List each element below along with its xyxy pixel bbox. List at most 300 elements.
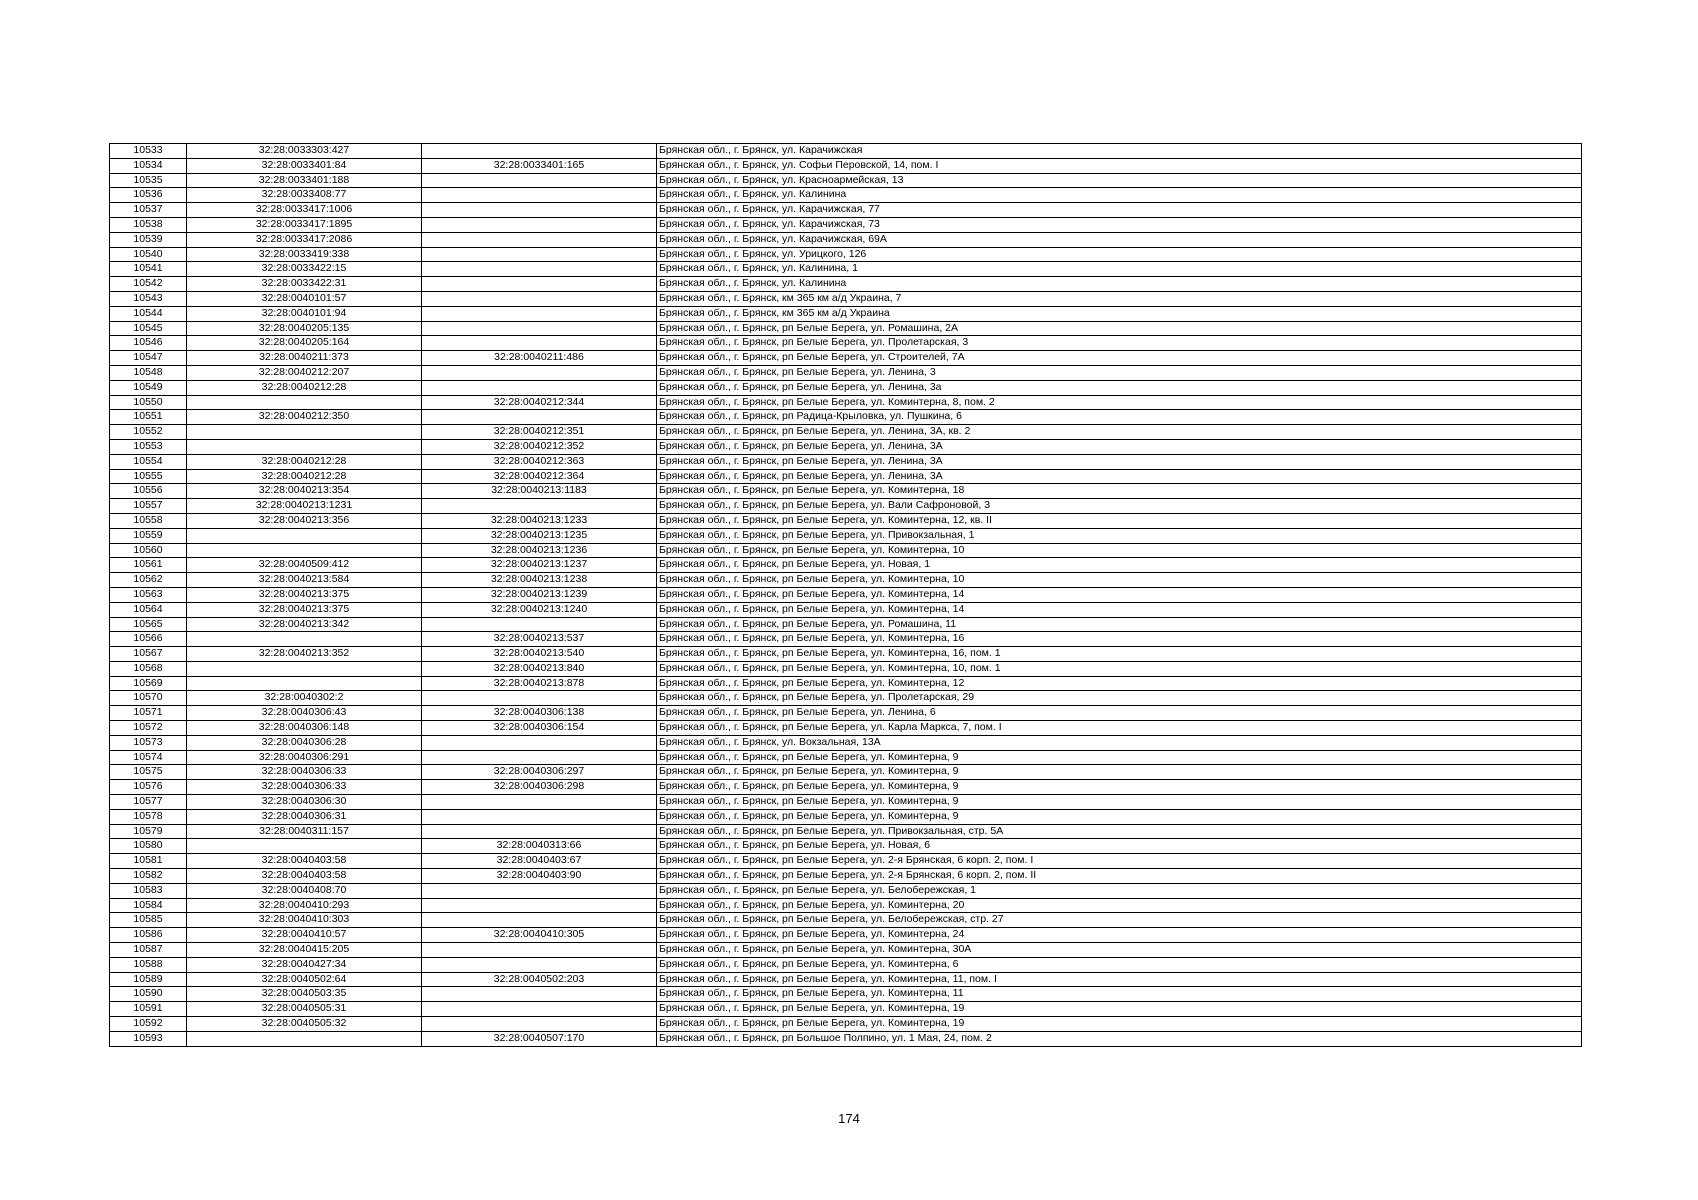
building-cadastral-number-cell (422, 913, 657, 928)
row-number-cell: 10578 (110, 809, 187, 824)
address-cell: Брянская обл., г. Брянск, ул. Карачижская (657, 144, 1582, 159)
row-number-cell: 10593 (110, 1031, 187, 1046)
land-cadastral-number-cell: 32:28:0040410:303 (187, 913, 422, 928)
table-row (110, 617, 1582, 632)
address-cell: Брянская обл., г. Брянск, рп Белые Берега, ул. Привокзальная, 1 (657, 528, 1582, 543)
address-cell: Брянская обл., г. Брянск, рп Белые Берега, ул. Ленина, 3 (657, 365, 1582, 380)
land-cadastral-number-cell (187, 839, 422, 854)
land-cadastral-number-cell: 32:28:0040306:33 (187, 765, 422, 780)
land-cadastral-number-cell: 32:28:0040408:70 (187, 883, 422, 898)
building-cadastral-number-cell (422, 617, 657, 632)
building-cadastral-number-cell (422, 1017, 657, 1032)
table-row (110, 499, 1582, 514)
table-row (110, 987, 1582, 1002)
row-number-cell: 10559 (110, 528, 187, 543)
land-cadastral-number-cell: 32:28:0040306:291 (187, 750, 422, 765)
address-cell: Брянская обл., г. Брянск, ул. Калинина, 1 (657, 262, 1582, 277)
building-cadastral-number-cell (422, 336, 657, 351)
address-cell: Брянская обл., г. Брянск, рп Белые Берега, ул. Ромашина, 11 (657, 617, 1582, 632)
row-number-cell: 10547 (110, 351, 187, 366)
row-number-cell: 10556 (110, 484, 187, 499)
building-cadastral-number-cell (422, 144, 657, 159)
row-number-cell: 10573 (110, 735, 187, 750)
land-cadastral-number-cell (187, 395, 422, 410)
building-cadastral-number-cell: 32:28:0040213:1235 (422, 528, 657, 543)
land-cadastral-number-cell: 32:28:0033303:427 (187, 144, 422, 159)
row-number-cell: 10544 (110, 306, 187, 321)
table-row (110, 602, 1582, 617)
address-cell: Брянская обл., г. Брянск, км 365 км а/д Украина, 7 (657, 291, 1582, 306)
land-cadastral-number-cell: 32:28:0033422:15 (187, 262, 422, 277)
address-cell: Брянская обл., г. Брянск, рп Белые Берега, ул. Коминтерна, 11 (657, 987, 1582, 1002)
address-cell: Брянская обл., г. Брянск, рп Белые Берега, ул. 2-я Брянская, 6 корп. 2, пом. I (657, 854, 1582, 869)
row-number-cell: 10567 (110, 647, 187, 662)
row-number-cell: 10546 (110, 336, 187, 351)
row-number-cell: 10585 (110, 913, 187, 928)
row-number-cell: 10572 (110, 721, 187, 736)
building-cadastral-number-cell (422, 173, 657, 188)
address-cell: Брянская обл., г. Брянск, рп Белые Берега, ул. Коминтерна, 12 (657, 676, 1582, 691)
table-row (110, 721, 1582, 736)
table-row (110, 395, 1582, 410)
table-row (110, 262, 1582, 277)
address-cell: Брянская обл., г. Брянск, рп Белые Берега, ул. Привокзальная, стр. 5А (657, 824, 1582, 839)
table-row (110, 809, 1582, 824)
row-number-cell: 10591 (110, 1002, 187, 1017)
building-cadastral-number-cell: 32:28:0040502:203 (422, 972, 657, 987)
registry-table (109, 143, 1582, 1047)
building-cadastral-number-cell: 32:28:0040507:170 (422, 1031, 657, 1046)
building-cadastral-number-cell: 32:28:0040212:363 (422, 454, 657, 469)
row-number-cell: 10586 (110, 928, 187, 943)
table-row (110, 144, 1582, 159)
building-cadastral-number-cell: 32:28:0040213:540 (422, 647, 657, 662)
building-cadastral-number-cell: 32:28:0033401:165 (422, 158, 657, 173)
table-row (110, 972, 1582, 987)
table-row (110, 735, 1582, 750)
building-cadastral-number-cell (422, 277, 657, 292)
row-number-cell: 10588 (110, 957, 187, 972)
address-cell: Брянская обл., г. Брянск, ул. Урицкого, 126 (657, 247, 1582, 262)
address-cell: Брянская обл., г. Брянск, рп Белые Берега, ул. Новая, 6 (657, 839, 1582, 854)
row-number-cell: 10548 (110, 365, 187, 380)
table-row (110, 691, 1582, 706)
row-number-cell: 10539 (110, 232, 187, 247)
land-cadastral-number-cell: 32:28:0040213:1231 (187, 499, 422, 514)
land-cadastral-number-cell: 32:28:0040306:43 (187, 706, 422, 721)
table-row (110, 277, 1582, 292)
address-cell: Брянская обл., г. Брянск, ул. Калинина (657, 277, 1582, 292)
address-cell: Брянская обл., г. Брянск, рп Белые Берега, ул. Коминтерна, 9 (657, 795, 1582, 810)
row-number-cell: 10537 (110, 203, 187, 218)
building-cadastral-number-cell (422, 691, 657, 706)
building-cadastral-number-cell: 32:28:0040313:66 (422, 839, 657, 854)
table-row (110, 928, 1582, 943)
building-cadastral-number-cell (422, 217, 657, 232)
land-cadastral-number-cell: 32:28:0040101:94 (187, 306, 422, 321)
address-cell: Брянская обл., г. Брянск, рп Белые Берега, ул. Ленина, 3А (657, 469, 1582, 484)
land-cadastral-number-cell: 32:28:0040212:350 (187, 410, 422, 425)
building-cadastral-number-cell: 32:28:0040212:344 (422, 395, 657, 410)
land-cadastral-number-cell: 32:28:0040311:157 (187, 824, 422, 839)
building-cadastral-number-cell: 32:28:0040213:878 (422, 676, 657, 691)
land-cadastral-number-cell: 32:28:0040213:352 (187, 647, 422, 662)
building-cadastral-number-cell: 32:28:0040306:297 (422, 765, 657, 780)
land-cadastral-number-cell (187, 1031, 422, 1046)
address-cell: Брянская обл., г. Брянск, рп Белые Берега, ул. Коминтерна, 9 (657, 809, 1582, 824)
address-cell: Брянская обл., г. Брянск, рп Белые Берега, ул. Вали Сафроновой, 3 (657, 499, 1582, 514)
row-number-cell: 10540 (110, 247, 187, 262)
address-cell: Брянская обл., г. Брянск, рп Белые Берега, ул. Белобережская, стр. 27 (657, 913, 1582, 928)
building-cadastral-number-cell (422, 735, 657, 750)
table-row (110, 957, 1582, 972)
table-row (110, 439, 1582, 454)
building-cadastral-number-cell: 32:28:0040213:1238 (422, 573, 657, 588)
table-row (110, 217, 1582, 232)
building-cadastral-number-cell: 32:28:0040212:351 (422, 425, 657, 440)
building-cadastral-number-cell (422, 262, 657, 277)
building-cadastral-number-cell (422, 824, 657, 839)
building-cadastral-number-cell (422, 291, 657, 306)
land-cadastral-number-cell (187, 439, 422, 454)
table-row (110, 513, 1582, 528)
address-cell: Брянская обл., г. Брянск, ул. Карачижская, 69А (657, 232, 1582, 247)
table-row (110, 661, 1582, 676)
address-cell: Брянская обл., г. Брянск, рп Белые Берега, ул. Коминтерна, 9 (657, 765, 1582, 780)
building-cadastral-number-cell: 32:28:0040213:1240 (422, 602, 657, 617)
row-number-cell: 10541 (110, 262, 187, 277)
address-cell: Брянская обл., г. Брянск, рп Белые Берега, ул. Коминтерна, 19 (657, 1002, 1582, 1017)
land-cadastral-number-cell: 32:28:0040503:35 (187, 987, 422, 1002)
building-cadastral-number-cell: 32:28:0040213:840 (422, 661, 657, 676)
row-number-cell: 10565 (110, 617, 187, 632)
land-cadastral-number-cell: 32:28:0033422:31 (187, 277, 422, 292)
building-cadastral-number-cell: 32:28:0040211:486 (422, 351, 657, 366)
address-cell: Брянская обл., г. Брянск, рп Радица-Крыловка, ул. Пушкина, 6 (657, 410, 1582, 425)
row-number-cell: 10568 (110, 661, 187, 676)
address-cell: Брянская обл., г. Брянск, рп Белые Берега, ул. Коминтерна, 8, пом. 2 (657, 395, 1582, 410)
table-row (110, 188, 1582, 203)
building-cadastral-number-cell (422, 203, 657, 218)
building-cadastral-number-cell (422, 306, 657, 321)
address-cell: Брянская обл., г. Брянск, рп Белые Берега, ул. Ромашина, 2А (657, 321, 1582, 336)
address-cell: Брянская обл., г. Брянск, рп Белые Берега, ул. Ленина, 3а (657, 380, 1582, 395)
row-number-cell: 10558 (110, 513, 187, 528)
table-row (110, 380, 1582, 395)
row-number-cell: 10571 (110, 706, 187, 721)
address-cell: Брянская обл., г. Брянск, рп Белые Берега, ул. Коминтерна, 9 (657, 750, 1582, 765)
row-number-cell: 10562 (110, 573, 187, 588)
row-number-cell: 10534 (110, 158, 187, 173)
row-number-cell: 10583 (110, 883, 187, 898)
land-cadastral-number-cell: 32:28:0040211:373 (187, 351, 422, 366)
building-cadastral-number-cell (422, 499, 657, 514)
table-row (110, 676, 1582, 691)
address-cell: Брянская обл., г. Брянск, рп Белые Берега, ул. Коминтерна, 6 (657, 957, 1582, 972)
address-cell: Брянская обл., г. Брянск, рп Белые Берега, ул. Карла Маркса, 7, пом. I (657, 721, 1582, 736)
building-cadastral-number-cell: 32:28:0040306:298 (422, 780, 657, 795)
land-cadastral-number-cell: 32:28:0040213:356 (187, 513, 422, 528)
building-cadastral-number-cell: 32:28:0040213:1183 (422, 484, 657, 499)
land-cadastral-number-cell (187, 632, 422, 647)
table-row (110, 247, 1582, 262)
row-number-cell: 10582 (110, 869, 187, 884)
building-cadastral-number-cell (422, 957, 657, 972)
building-cadastral-number-cell: 32:28:0040403:90 (422, 869, 657, 884)
table-row (110, 543, 1582, 558)
land-cadastral-number-cell: 32:28:0040427:34 (187, 957, 422, 972)
registry-table-body (110, 144, 1582, 1047)
address-cell: Брянская обл., г. Брянск, рп Белые Берега, ул. 2-я Брянская, 6 корп. 2, пом. II (657, 869, 1582, 884)
building-cadastral-number-cell: 32:28:0040213:1236 (422, 543, 657, 558)
table-row (110, 306, 1582, 321)
table-row (110, 795, 1582, 810)
address-cell: Брянская обл., г. Брянск, рп Белые Берега, ул. Коминтерна, 30А (657, 943, 1582, 958)
address-cell: Брянская обл., г. Брянск, рп Белые Берега, ул. Ленина, 3А (657, 454, 1582, 469)
address-cell: Брянская обл., г. Брянск, ул. Вокзальная, 13А (657, 735, 1582, 750)
row-number-cell: 10552 (110, 425, 187, 440)
table-row (110, 839, 1582, 854)
land-cadastral-number-cell (187, 543, 422, 558)
land-cadastral-number-cell: 32:28:0033417:1006 (187, 203, 422, 218)
building-cadastral-number-cell (422, 232, 657, 247)
row-number-cell: 10569 (110, 676, 187, 691)
table-row (110, 336, 1582, 351)
land-cadastral-number-cell: 32:28:0040410:293 (187, 898, 422, 913)
land-cadastral-number-cell: 32:28:0040213:375 (187, 587, 422, 602)
address-cell: Брянская обл., г. Брянск, рп Белые Берега, ул. Пролетарская, 29 (657, 691, 1582, 706)
building-cadastral-number-cell (422, 321, 657, 336)
land-cadastral-number-cell: 32:28:0033419:338 (187, 247, 422, 262)
table-row (110, 1031, 1582, 1046)
land-cadastral-number-cell: 32:28:0040502:64 (187, 972, 422, 987)
row-number-cell: 10550 (110, 395, 187, 410)
address-cell: Брянская обл., г. Брянск, рп Белые Берега, ул. Новая, 1 (657, 558, 1582, 573)
land-cadastral-number-cell: 32:28:0040505:32 (187, 1017, 422, 1032)
address-cell: Брянская обл., г. Брянск, рп Белые Берега, ул. Ленина, 3А, кв. 2 (657, 425, 1582, 440)
row-number-cell: 10538 (110, 217, 187, 232)
building-cadastral-number-cell (422, 365, 657, 380)
building-cadastral-number-cell: 32:28:0040212:364 (422, 469, 657, 484)
building-cadastral-number-cell: 32:28:0040213:1239 (422, 587, 657, 602)
land-cadastral-number-cell: 32:28:0040213:342 (187, 617, 422, 632)
land-cadastral-number-cell: 32:28:0040101:57 (187, 291, 422, 306)
table-row (110, 913, 1582, 928)
table-row (110, 632, 1582, 647)
address-cell: Брянская обл., г. Брянск, рп Белые Берега, ул. Коминтерна, 16 (657, 632, 1582, 647)
building-cadastral-number-cell: 32:28:0040212:352 (422, 439, 657, 454)
table-row (110, 824, 1582, 839)
address-cell: Брянская обл., г. Брянск, рп Белые Берега, ул. Коминтерна, 14 (657, 587, 1582, 602)
building-cadastral-number-cell (422, 898, 657, 913)
address-cell: Брянская обл., г. Брянск, рп Белые Берега, ул. Коминтерна, 24 (657, 928, 1582, 943)
land-cadastral-number-cell: 32:28:0033401:84 (187, 158, 422, 173)
address-cell: Брянская обл., г. Брянск, ул. Красноармейская, 13 (657, 173, 1582, 188)
table-row (110, 484, 1582, 499)
table-row (110, 898, 1582, 913)
land-cadastral-number-cell: 32:28:0040213:584 (187, 573, 422, 588)
table-row (110, 869, 1582, 884)
land-cadastral-number-cell: 32:28:0040306:33 (187, 780, 422, 795)
land-cadastral-number-cell: 32:28:0040505:31 (187, 1002, 422, 1017)
table-row (110, 706, 1582, 721)
address-cell: Брянская обл., г. Брянск, рп Белые Берега, ул. Коминтерна, 20 (657, 898, 1582, 913)
table-row (110, 1017, 1582, 1032)
row-number-cell: 10584 (110, 898, 187, 913)
row-number-cell: 10554 (110, 454, 187, 469)
land-cadastral-number-cell: 32:28:0040415:205 (187, 943, 422, 958)
row-number-cell: 10575 (110, 765, 187, 780)
building-cadastral-number-cell (422, 943, 657, 958)
address-cell: Брянская обл., г. Брянск, рп Белые Берега, ул. Белобережская, 1 (657, 883, 1582, 898)
address-cell: Брянская обл., г. Брянск, ул. Калинина (657, 188, 1582, 203)
land-cadastral-number-cell (187, 676, 422, 691)
table-row (110, 647, 1582, 662)
table-row (110, 291, 1582, 306)
address-cell: Брянская обл., г. Брянск, рп Белые Берега, ул. Коминтерна, 14 (657, 602, 1582, 617)
building-cadastral-number-cell (422, 1002, 657, 1017)
table-row (110, 765, 1582, 780)
row-number-cell: 10576 (110, 780, 187, 795)
row-number-cell: 10560 (110, 543, 187, 558)
land-cadastral-number-cell: 32:28:0040302:2 (187, 691, 422, 706)
row-number-cell: 10536 (110, 188, 187, 203)
table-row (110, 587, 1582, 602)
row-number-cell: 10566 (110, 632, 187, 647)
land-cadastral-number-cell (187, 425, 422, 440)
address-cell: Брянская обл., г. Брянск, рп Белые Берега, ул. Пролетарская, 3 (657, 336, 1582, 351)
land-cadastral-number-cell: 32:28:0040213:375 (187, 602, 422, 617)
table-row (110, 573, 1582, 588)
building-cadastral-number-cell: 32:28:0040306:138 (422, 706, 657, 721)
land-cadastral-number-cell: 32:28:0033408:77 (187, 188, 422, 203)
row-number-cell: 10581 (110, 854, 187, 869)
row-number-cell: 10570 (110, 691, 187, 706)
row-number-cell: 10557 (110, 499, 187, 514)
address-cell: Брянская обл., г. Брянск, рп Белые Берега, ул. Коминтерна, 12, кв. II (657, 513, 1582, 528)
land-cadastral-number-cell: 32:28:0040410:57 (187, 928, 422, 943)
row-number-cell: 10590 (110, 987, 187, 1002)
address-cell: Брянская обл., г. Брянск, рп Белые Берега, ул. Строителей, 7А (657, 351, 1582, 366)
land-cadastral-number-cell: 32:28:0033417:1895 (187, 217, 422, 232)
land-cadastral-number-cell: 32:28:0040212:28 (187, 454, 422, 469)
land-cadastral-number-cell: 32:28:0033417:2086 (187, 232, 422, 247)
land-cadastral-number-cell: 32:28:0033401:188 (187, 173, 422, 188)
table-row (110, 321, 1582, 336)
row-number-cell: 10551 (110, 410, 187, 425)
address-cell: Брянская обл., г. Брянск, км 365 км а/д Украина (657, 306, 1582, 321)
table-row (110, 883, 1582, 898)
row-number-cell: 10555 (110, 469, 187, 484)
land-cadastral-number-cell: 32:28:0040306:30 (187, 795, 422, 810)
building-cadastral-number-cell: 32:28:0040306:154 (422, 721, 657, 736)
land-cadastral-number-cell: 32:28:0040212:28 (187, 380, 422, 395)
row-number-cell: 10589 (110, 972, 187, 987)
row-number-cell: 10587 (110, 943, 187, 958)
building-cadastral-number-cell (422, 883, 657, 898)
row-number-cell: 10577 (110, 795, 187, 810)
address-cell: Брянская обл., г. Брянск, рп Белые Берега, ул. Коминтерна, 16, пом. 1 (657, 647, 1582, 662)
row-number-cell: 10564 (110, 602, 187, 617)
land-cadastral-number-cell: 32:28:0040213:354 (187, 484, 422, 499)
row-number-cell: 10553 (110, 439, 187, 454)
building-cadastral-number-cell (422, 247, 657, 262)
table-row (110, 173, 1582, 188)
table-row (110, 351, 1582, 366)
address-cell: Брянская обл., г. Брянск, рп Белые Берега, ул. Коминтерна, 18 (657, 484, 1582, 499)
land-cadastral-number-cell: 32:28:0040205:164 (187, 336, 422, 351)
row-number-cell: 10592 (110, 1017, 187, 1032)
address-cell: Брянская обл., г. Брянск, рп Белые Берега, ул. Ленина, 3А (657, 439, 1582, 454)
row-number-cell: 10545 (110, 321, 187, 336)
land-cadastral-number-cell: 32:28:0040403:58 (187, 869, 422, 884)
row-number-cell: 10549 (110, 380, 187, 395)
land-cadastral-number-cell: 32:28:0040212:28 (187, 469, 422, 484)
address-cell: Брянская обл., г. Брянск, рп Белые Берега, ул. Коминтерна, 10 (657, 543, 1582, 558)
land-cadastral-number-cell: 32:28:0040212:207 (187, 365, 422, 380)
row-number-cell: 10580 (110, 839, 187, 854)
land-cadastral-number-cell (187, 661, 422, 676)
address-cell: Брянская обл., г. Брянск, ул. Карачижская, 77 (657, 203, 1582, 218)
building-cadastral-number-cell (422, 795, 657, 810)
table-row (110, 454, 1582, 469)
address-cell: Брянская обл., г. Брянск, рп Белые Берега, ул. Коминтерна, 11, пом. I (657, 972, 1582, 987)
table-row (110, 425, 1582, 440)
building-cadastral-number-cell (422, 410, 657, 425)
table-row (110, 365, 1582, 380)
land-cadastral-number-cell: 32:28:0040306:31 (187, 809, 422, 824)
row-number-cell: 10543 (110, 291, 187, 306)
table-row (110, 780, 1582, 795)
address-cell: Брянская обл., г. Брянск, рп Белые Берега, ул. Коминтерна, 10 (657, 573, 1582, 588)
land-cadastral-number-cell: 32:28:0040306:28 (187, 735, 422, 750)
page-number: 174 (838, 1111, 860, 1126)
building-cadastral-number-cell (422, 750, 657, 765)
row-number-cell: 10542 (110, 277, 187, 292)
building-cadastral-number-cell (422, 987, 657, 1002)
row-number-cell: 10579 (110, 824, 187, 839)
building-cadastral-number-cell (422, 809, 657, 824)
table-row (110, 528, 1582, 543)
address-cell: Брянская обл., г. Брянск, ул. Софьи Перовской, 14, пом. I (657, 158, 1582, 173)
address-cell: Брянская обл., г. Брянск, рп Белые Берега, ул. Коминтерна, 10, пом. 1 (657, 661, 1582, 676)
table-row (110, 203, 1582, 218)
building-cadastral-number-cell (422, 188, 657, 203)
row-number-cell: 10533 (110, 144, 187, 159)
building-cadastral-number-cell (422, 380, 657, 395)
table-row (110, 158, 1582, 173)
table-row (110, 1002, 1582, 1017)
address-cell: Брянская обл., г. Брянск, рп Белые Берега, ул. Ленина, 6 (657, 706, 1582, 721)
building-cadastral-number-cell: 32:28:0040213:537 (422, 632, 657, 647)
address-cell: Брянская обл., г. Брянск, рп Белые Берега, ул. Коминтерна, 9 (657, 780, 1582, 795)
table-row (110, 943, 1582, 958)
address-cell: Брянская обл., г. Брянск, ул. Карачижская, 73 (657, 217, 1582, 232)
row-number-cell: 10563 (110, 587, 187, 602)
land-cadastral-number-cell: 32:28:0040403:58 (187, 854, 422, 869)
table-row (110, 750, 1582, 765)
table-row (110, 469, 1582, 484)
table-row (110, 410, 1582, 425)
address-cell: Брянская обл., г. Брянск, рп Белые Берега, ул. Коминтерна, 19 (657, 1017, 1582, 1032)
building-cadastral-number-cell: 32:28:0040213:1237 (422, 558, 657, 573)
table-row (110, 558, 1582, 573)
land-cadastral-number-cell: 32:28:0040306:148 (187, 721, 422, 736)
row-number-cell: 10535 (110, 173, 187, 188)
land-cadastral-number-cell (187, 528, 422, 543)
land-cadastral-number-cell: 32:28:0040509:412 (187, 558, 422, 573)
address-cell: Брянская обл., г. Брянск, рп Большое Полпино, ул. 1 Мая, 24, пом. 2 (657, 1031, 1582, 1046)
